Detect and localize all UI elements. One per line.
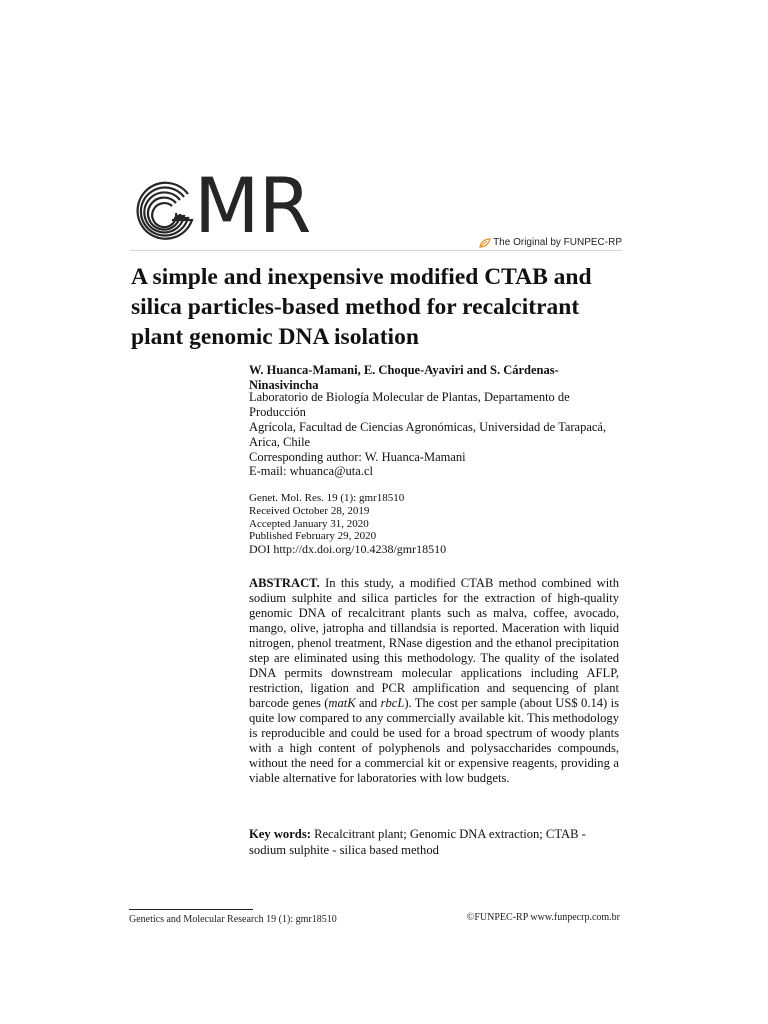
gene-name: rbcL <box>380 696 405 710</box>
publication-meta <box>249 492 619 557</box>
funpec-leaf-icon <box>479 238 491 248</box>
header-divider <box>130 250 622 251</box>
author-list: W. Huanca-Mamani, E. Choque-Ayaviri and S. Cárdenas-Ninasivincha <box>249 363 559 392</box>
gmr-logo <box>132 161 322 250</box>
keywords-label: Key words: <box>249 827 311 841</box>
tagline-text: The Original by FUNPEC-RP <box>493 237 622 248</box>
received-date: Received October 28, 2019 <box>249 504 370 517</box>
logo-text: MR <box>194 161 311 250</box>
article-title: A simple and inexpensive modified CTAB and silica particles-based method for recalcitrant plant genomic DNA isolation <box>131 264 592 350</box>
keywords-text: Recalcitrant plant; Genomic DNA extraction; CTAB - sodium sulphite - silica based method <box>249 827 586 857</box>
corresponding-email: E-mail: whuanca@uta.cl <box>249 464 373 478</box>
affiliation-line: Agrícola, Facultad de Ciencias Agronómicas, Universidad de Tarapacá, <box>249 420 607 434</box>
affiliation-line: Laboratorio de Biología Molecular de Plantas, Departamento de Producción <box>249 390 570 419</box>
keywords <box>249 826 619 858</box>
affiliation <box>249 390 619 450</box>
abstract-text: and <box>355 696 381 710</box>
correspondence <box>249 450 619 478</box>
journal-tagline <box>479 237 622 248</box>
affiliation-line: Arica, Chile <box>249 435 311 449</box>
published-date: Published February 29, 2020 <box>249 530 377 543</box>
abstract-text: ). The cost per sample (about US$ 0.14) is quite low compared to any commercially available kit. This methodology is reproducible and could be used for a broad spectrum of woody plants with a high content of polyphenols and polysaccharides compounds, without the need for a commercial kit or expensive reagents, providing a viable alternative for laboratories with low budgets. <box>249 696 619 785</box>
footer-copyright: ©FUNPEC-RP www.funpecrp.com.br <box>466 912 620 923</box>
gene-name: matK <box>328 696 356 710</box>
corresponding-author: Corresponding author: W. Huanca-Mamani <box>249 450 466 464</box>
footer-rule <box>129 909 253 910</box>
abstract-label: ABSTRACT. <box>249 576 320 590</box>
accepted-date: Accepted January 31, 2020 <box>249 517 369 530</box>
footer-journal: Genetics and Molecular Research 19 (1): gmr18510 <box>129 914 337 925</box>
doi-link[interactable]: DOI http://dx.doi.org/10.4238/gmr18510 <box>249 542 447 557</box>
citation: Genet. Mol. Res. 19 (1): gmr18510 <box>249 492 405 504</box>
abstract-text: In this study, a modified CTAB method combined with sodium sulphite and silica particles for the extraction of high-quality genomic DNA of recalcitrant plants such as malva, coffee, avocado, mango, olive, jatropha and tillandsia is reported. Maceration with liquid nitrogen, phenol treatment, RNase digestion and the ethanol precipitation step are eliminated using this methodology. The quality of the isolated DNA permits downstream molecular applications including AFLP, restriction, ligation and PCR amplification and sequencing of plant barcode genes ( <box>249 576 619 710</box>
abstract <box>249 576 619 786</box>
journal-header <box>130 161 622 252</box>
logo-g-mark <box>132 178 200 246</box>
